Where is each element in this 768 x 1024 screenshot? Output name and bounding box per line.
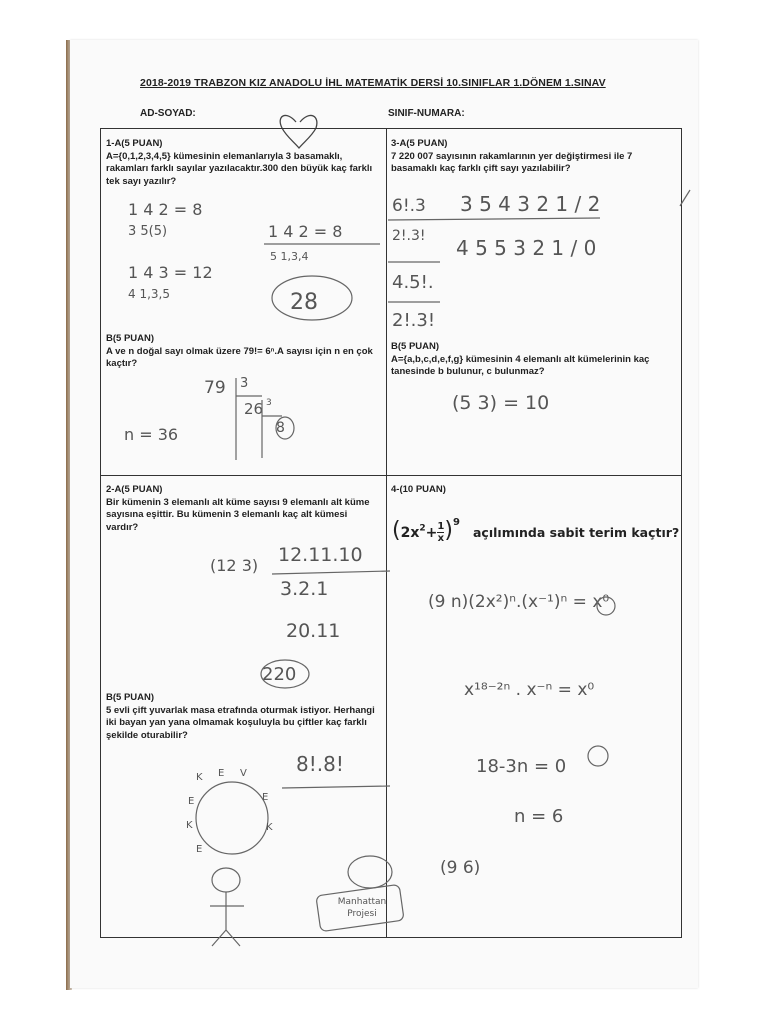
q1b-title: B(5 PUAN) [106, 333, 155, 344]
q3b-text: A={a,b,c,d,e,f,g} kümesinin 4 elemanlı alt kümelerinin kaç tanesinde b bulunur, c bulunmaz? [391, 353, 650, 377]
q2b-text: 5 evli çift yuvarlak masa etrafında oturmak istiyor. Herhangi iki bayan yan yana olmamak koşuluyla bu çiftler kaç farklı şekilde oturabilir? [106, 704, 375, 741]
round-table-doodle [196, 782, 268, 854]
circle-q4-exp [597, 597, 615, 615]
fraction-line-q2a [272, 571, 390, 574]
hw-q2a-line3: 3.2.1 [280, 578, 329, 600]
q1b-text: A ve n doğal sayı olmak üzere 79!= 6ⁿ.A sayısı için n en çok kaçtır? [106, 345, 373, 369]
q1a-title: 1-A(5 PUAN) [106, 138, 163, 149]
edge-mark [680, 190, 690, 206]
hw-q1b-dividend: 79 [204, 378, 226, 398]
formula-plus: + [425, 525, 438, 541]
q2b-title: B(5 PUAN) [106, 692, 155, 703]
hw-q1b-divisor2: 3 [266, 398, 272, 408]
seat-mark-8: E [196, 844, 203, 855]
hw-q1a-line4: 5 1,3,4 [270, 250, 309, 263]
circle-q1b [276, 417, 294, 439]
hw-q3a-line3: 2!.3! [392, 228, 426, 244]
name-label: AD-SOYAD: [140, 108, 196, 119]
q4-title: 4-(10 PUAN) [391, 484, 446, 495]
seat-mark-6: K [186, 820, 193, 831]
q3a-title: 3-A(5 PUAN) [391, 138, 448, 149]
person-head-doodle [212, 868, 240, 892]
q3b-title: B(5 PUAN) [391, 341, 440, 352]
hw-q3b-answer: (5 3) = 10 [452, 392, 550, 414]
seat-mark-2: E [218, 768, 225, 779]
formula-exponent: 9 [452, 516, 460, 528]
circle-q2a-answer [261, 660, 309, 688]
hw-q1a-line2: 3 5(5) [128, 224, 168, 239]
hw-q1a-line5: 1 4 3 = 12 [128, 263, 213, 282]
seat-mark-3: V [240, 768, 247, 779]
hw-q1b-answer: n = 36 [124, 425, 179, 444]
hw-q4-line1: (9 n)(2x²)ⁿ.(x⁻¹)ⁿ = x⁰ [428, 592, 610, 612]
seat-mark-4: E [188, 796, 195, 807]
formula-fraction: $\frac{1}{x}$ [437, 521, 445, 544]
hw-q3a-line4: 4 5 5 3 2 1 / 0 [456, 236, 597, 260]
formula-square: 2 [419, 523, 426, 534]
doodle-sign-frame [316, 884, 404, 931]
seat-mark-5: E [262, 792, 269, 803]
person-body-doodle [210, 892, 244, 946]
hw-q1b-quotient2: 8 [276, 420, 285, 436]
hw-q4-line3: 18-3n = 0 [476, 756, 567, 777]
q2a-title: 2-A(5 PUAN) [106, 484, 163, 495]
hw-q4-line5: (9 6) [440, 858, 481, 878]
exam-title: 2018-2019 TRABZON KIZ ANADOLU İHL MATEMATİK DERSİ 10.SINIFLAR 1.DÖNEM 1.SINAV [140, 77, 606, 89]
hw-q1b-divisor: 3 [240, 376, 249, 391]
hw-q3a-line5: 4.5!. [392, 272, 434, 293]
underline-q2b [282, 786, 390, 788]
hw-q2b-answer: 8!.8! [296, 752, 344, 776]
hw-q4-line2: x¹⁸⁻²ⁿ . x⁻ⁿ = x⁰ [464, 680, 595, 700]
hw-q2a-line4: 20.11 [286, 620, 341, 642]
hw-q3a-line2: 3 5 4 3 2 1 / 2 [460, 192, 601, 216]
hw-q3a-line1: 6!.3 [392, 196, 426, 216]
circle-q4-zero [588, 746, 608, 766]
formula-question-text: açılımında sabit terim kaçtır? [473, 525, 680, 540]
hw-q1a-line1: 1 4 2 = 8 [128, 200, 203, 219]
hw-q2a-line1: (12 3) [210, 556, 259, 575]
hw-q1b-quotient: 26 [244, 400, 264, 418]
hw-q1a-line6: 4 1,3,5 [128, 287, 170, 301]
formula-base: 2x [400, 525, 420, 541]
formula-open-paren: ( [392, 518, 401, 543]
hw-q1a-line3: 1 4 2 = 8 [268, 222, 343, 241]
hw-q2b-doodle-label: Manhattan Projesi [337, 897, 387, 919]
class-label: SINIF-NUMARA: [388, 108, 465, 119]
q1a-text: A={0,1,2,3,4,5} kümesinin elemanlarıyla 3 basamaklı, rakamları farklı sayılar yazılacaktır.300 den büyük kaç farklı tek sayı yazılır? [106, 150, 373, 187]
hw-q1a-answer: 28 [290, 290, 318, 315]
hw-q4-line4: n = 6 [514, 806, 564, 827]
q2a-text: Bir kümenin 3 elemanlı alt küme sayısı 9 elemanlı alt küme sayısına eşittir. Bu kümenin 3 elemanlı kaç alt kümesi vardır? [106, 496, 370, 533]
seat-mark-1: K [196, 772, 203, 783]
formula-close-paren: ) [444, 518, 453, 543]
q3a-text: 7 220 007 sayısının rakamlarının yer değiştirmesi ile 7 basamaklı kaç farklı çift sayı yazılabilir? [391, 150, 633, 174]
line-q3a-1 [388, 218, 600, 220]
doodle-face [348, 856, 392, 888]
hw-q2a-line2: 12.11.10 [278, 544, 363, 566]
circle-q1a-answer [272, 276, 352, 320]
hw-q2a-answer: 220 [262, 664, 297, 685]
seat-mark-7: K [266, 822, 273, 833]
hw-q3a-line6: 2!.3! [392, 310, 436, 331]
